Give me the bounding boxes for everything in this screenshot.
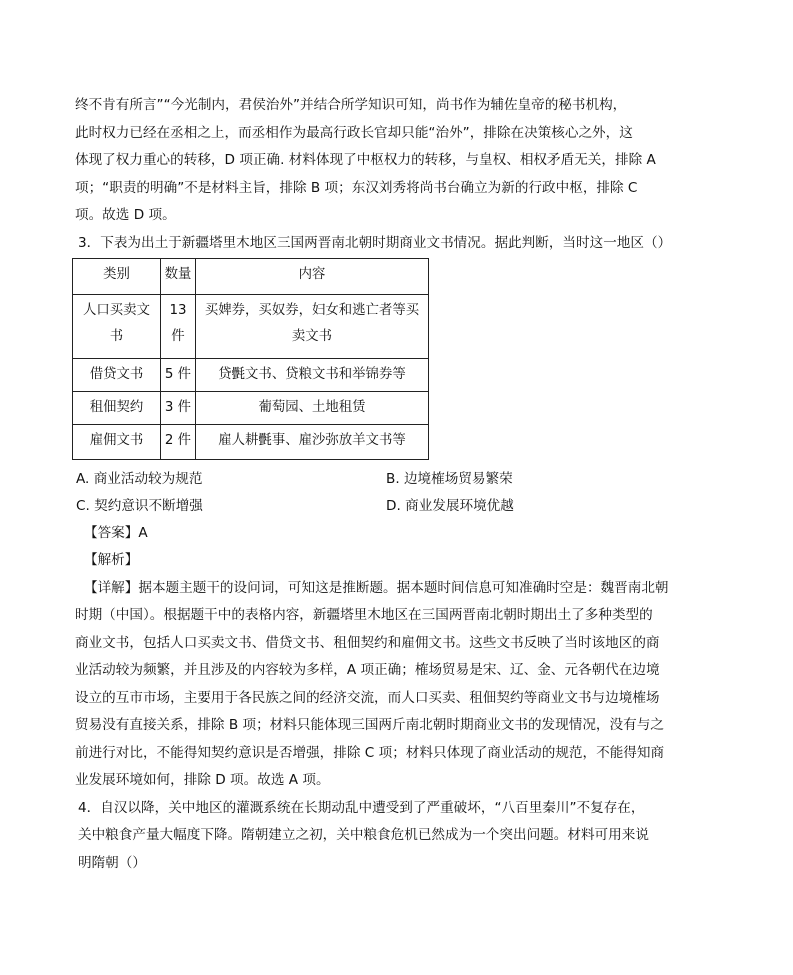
detail-line: 贸易没有直接关系，排除 B 项；材料只能体现三国两斤南北朝时期商业文书的发现情况，没有与之 — [75, 717, 664, 733]
table-cell-content: 贷㲲文书、贷粮文书和举锦券等 — [196, 359, 429, 392]
table-row — [73, 425, 429, 460]
detail-line: 业活动较为频繁，并且涉及的内容较为多样，A 项正确；榷场贸易是宋、辽、金、元各朝代在边境 — [75, 662, 660, 678]
option-c: C. 契约意识不断增强 — [76, 498, 203, 514]
detail-line: 商业文书，包括人口买卖文书、借贷文书、租佃契约和雇佣文书。这些文书反映了当时该地区的商 — [75, 635, 660, 651]
prev-analysis-line: 此时权力已经在丞相之上，而丞相作为最高行政长官却只能“治外”，排除在决策核心之外，这 — [75, 125, 633, 141]
table-header-row — [73, 259, 429, 295]
table-cell-category: 雇佣文书 — [73, 425, 161, 460]
question-4-line: 4．自汉以降，关中地区的灌溉系统在长期动乱中遭受到了严重破坏，“八百里秦川”不复存在， — [78, 800, 645, 816]
answer-label: 【答案】 — [84, 525, 139, 541]
option-d: D. 商业发展环境优越 — [386, 498, 514, 514]
table-row — [73, 392, 429, 425]
question-3-stem: 3．下表为出土于新疆塔里木地区三国两晋南北朝时期商业文书情况。据此判断，当时这一地区（） — [78, 235, 672, 251]
option-b: B. 边境榷场贸易繁荣 — [386, 471, 513, 487]
table-cell-count: 5 件 — [161, 359, 196, 392]
table-header-cell: 内容 — [196, 259, 429, 295]
detail-line: 【详解】据本题主题干的设问词，可知这是推断题。据本题时间信息可知准确时空是：魏晋南北朝 — [84, 580, 669, 596]
detail-line: 时期（中国）。根据题干中的表格内容，新疆塔里木地区在三国两晋南北朝时期出土了多种类型的 — [75, 607, 653, 623]
table-cell-content: 葡萄园、土地租赁 — [196, 392, 429, 425]
table-row — [73, 359, 429, 392]
cell-text: 卖文书 — [291, 329, 333, 344]
table-cell-content — [196, 295, 429, 359]
table-header-cell: 类别 — [73, 259, 161, 295]
question-4-line: 明隋朝（） — [78, 855, 146, 871]
prev-analysis-line: 终不肯有所言”“今光制内，君侯治外”并结合所学知识可知，尚书作为辅佐皇帝的秘书机构， — [75, 97, 627, 113]
table-cell-count: 3 件 — [161, 392, 196, 425]
analysis-label: 【解析】 — [84, 552, 139, 568]
table-cell-count: 2 件 — [161, 425, 196, 460]
prev-analysis-line: 体现了权力重心的转移，D 项正确. 材料体现了中枢权力的转移，与皇权、相权矛盾无关，排除 A — [75, 152, 656, 168]
option-a: A. 商业活动较为规范 — [76, 471, 203, 487]
table-cell-category: 借贷文书 — [73, 359, 161, 392]
question-4-line: 关中粮食产量大幅度下降。隋朝建立之初，关中粮食危机已然成为一个突出问题。材料可用来说 — [78, 827, 649, 843]
cell-text: 人口买卖文 — [83, 303, 150, 318]
detail-line: 设立的互市市场，主要用于各民族之间的经济交流，而人口买卖、租佃契约等商业文书与边境榷场 — [75, 690, 660, 706]
table-cell-count: 13 件 — [161, 295, 196, 359]
cell-text: 书 — [109, 329, 124, 344]
detail-line: 业发展环境如何，排除 D 项。故选 A 项。 — [75, 772, 330, 788]
table-cell-category — [73, 295, 161, 359]
cell-text: 买婢券，买奴券，妇女和逃亡者等买 — [204, 303, 420, 318]
prev-analysis-line: 项。故选 D 项。 — [75, 207, 176, 223]
table-cell-category: 租佃契约 — [73, 392, 161, 425]
table-row — [73, 295, 429, 359]
table-cell-content: 雇人耕㲲事、雇沙弥放羊文书等 — [196, 425, 429, 460]
detail-line: 前进行对比，不能得知契约意识是否增强，排除 C 项；材料只体现了商业活动的规范，不能得知商 — [75, 745, 665, 761]
prev-analysis-line: 项；“职责的明确”不是材料主旨，排除 B 项；东汉刘秀将尚书台确立为新的行政中枢，排除 C — [75, 180, 638, 196]
answer-line — [84, 523, 148, 543]
business-documents-table — [72, 258, 429, 460]
table-header-cell: 数量 — [161, 259, 196, 295]
answer-value: A — [138, 525, 148, 541]
